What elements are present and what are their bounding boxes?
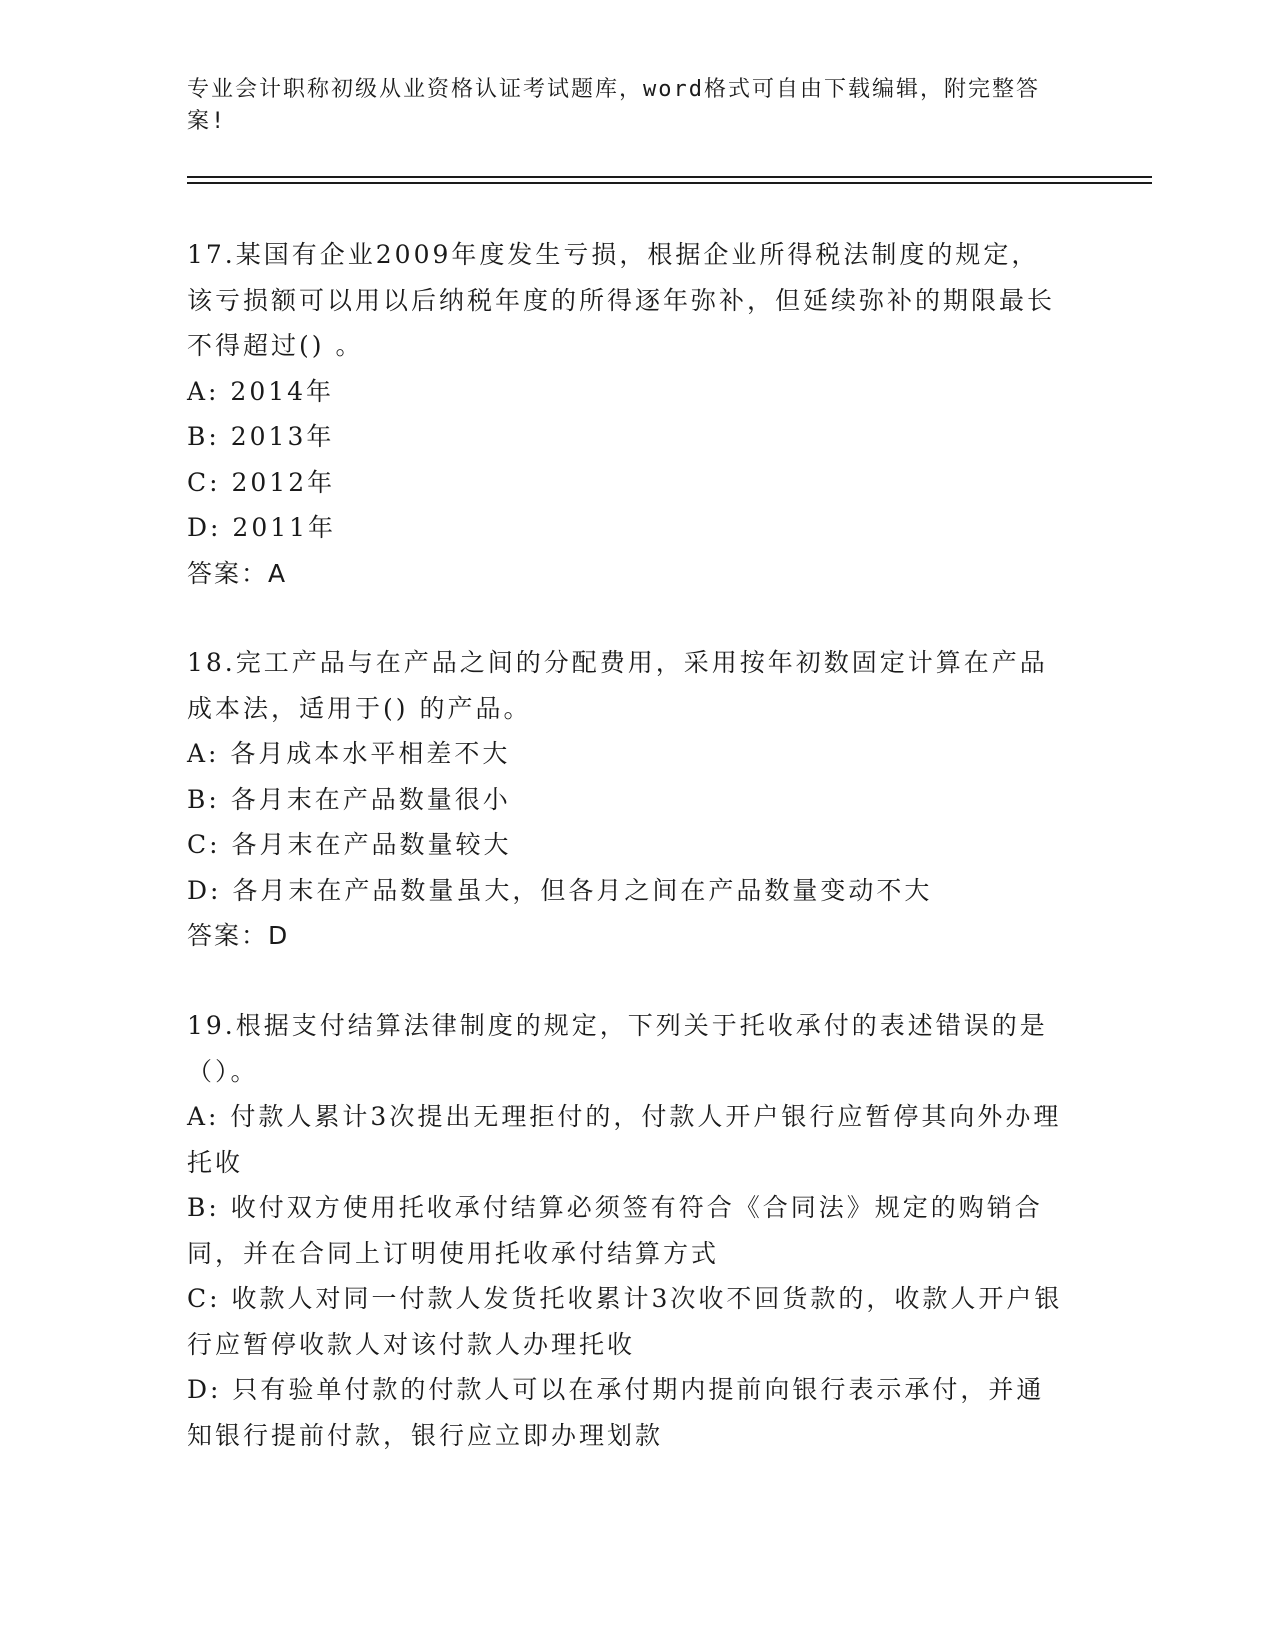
header-divider-bottom <box>187 182 1152 184</box>
option-d: D: 只有验单付款的付款人可以在承付期内提前向银行表示承付，并通知银行提前付款，银行应立即办理划款 <box>187 1375 1045 1450</box>
answer-line: 答案：A <box>187 558 288 588</box>
question-stem: 17.某国有企业2009年度发生亏损，根据企业所得税法制度的规定，该亏损额可以用以后纳税年度的所得逐年弥补，但延续弥补的期限最长不得超过() 。 <box>187 240 1056 360</box>
option-c: C: 各月末在产品数量较大 <box>187 830 512 859</box>
option-a: A: 付款人累计3次提出无理拒付的，付款人开户银行应暂停其向外办理托收 <box>187 1102 1062 1177</box>
option-c: C: 收款人对同一付款人发货托收累计3次收不回货款的，收款人开户银行应暂停收款人对该付款人办理托收 <box>187 1284 1063 1359</box>
option-b: B: 2013年 <box>187 422 335 451</box>
answer-line: 答案：D <box>187 921 290 950</box>
question-stem: 19.根据支付结算法律制度的规定，下列关于托收承付的表述错误的是（）。 <box>187 1011 1048 1086</box>
option-c: C: 2012年 <box>187 467 336 497</box>
option-b: B: 各月末在产品数量很小 <box>187 784 511 814</box>
option-a: A: 各月成本水平相差不大 <box>187 739 511 768</box>
option-d: D: 各月末在产品数量虽大，但各月之间在产品数量变动不大 <box>187 875 933 905</box>
question-17 <box>187 232 1067 596</box>
document-header: 专业会计职称初级从业资格认证考试题库，word格式可自由下载编辑，附完整答案! <box>187 77 1040 134</box>
question-stem: 18.完工产品与在产品之间的分配费用，采用按年初数固定计算在产品成本法，适用于() 的产品。 <box>187 648 1048 723</box>
option-b: B: 收付双方使用托收承付结算必须签有符合《合同法》规定的购销合同，并在合同上订明使用托收承付结算方式 <box>187 1193 1043 1268</box>
option-a: A: 2014年 <box>187 376 335 406</box>
question-18 <box>187 640 1067 959</box>
question-19 <box>187 1003 1067 1458</box>
option-d: D: 2011年 <box>187 513 337 542</box>
header-divider-top <box>187 176 1152 178</box>
